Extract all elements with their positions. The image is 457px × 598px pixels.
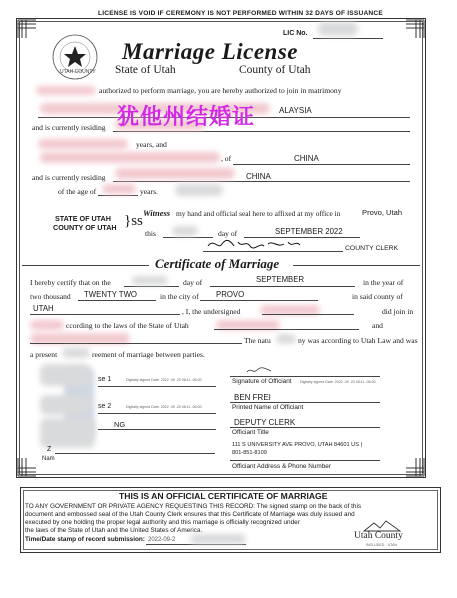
cert-day-of: day of (183, 278, 203, 287)
official-line-3: executed by one holding the proper legal authority and this marriage is officially recognized under (25, 519, 300, 526)
county-clerk-label: COUNTY CLERK (345, 245, 399, 252)
address-line (55, 453, 215, 454)
utah-county-logo-text: Utah County (354, 531, 403, 541)
redaction (62, 348, 90, 358)
nam-label: Nam (42, 456, 55, 462)
lic-no-line (313, 38, 383, 39)
printed-name-label: Printed Name of Officiant (232, 404, 304, 411)
witness-2-line (98, 413, 216, 414)
officiant-signature-label: Signature of Officiant (232, 378, 292, 385)
witness-1-digital: Digitally signed Date: 2022 .09 .20 08:11 -06:00 (126, 378, 202, 382)
residing-line-2 (113, 181, 410, 182)
certificate-title: Certificate of Marriage (155, 256, 280, 271)
clerk-signature (204, 236, 304, 252)
party-line (30, 343, 242, 344)
officiant-sign-line (230, 376, 380, 377)
ss-brace: }ss (124, 213, 143, 229)
officiant-phone: 801-851-8109 (232, 450, 267, 456)
redaction (175, 184, 223, 196)
county-of-utah-label: COUNTY OF UTAH (53, 223, 117, 232)
corner-ornament-br (404, 456, 426, 478)
void-notice: LICENSE IS VOID IF CEREMONY IS NOT PERFORMED WITHIN 32 DAYS OF ISSUANCE (98, 10, 383, 17)
official-line-4: the laws of the State of Utah and the United States of America. (25, 527, 203, 534)
officiant-title: DEPUTY CLERK (234, 418, 296, 427)
official-line-1: TO ANY GOVERNMENT OR PRIVATE AGENCY REQUESTING THIS RECORD: The signed stamp on the back of this (25, 503, 362, 510)
year-words-line (78, 300, 156, 301)
city-value: PROVO (216, 290, 245, 299)
seal-text: UTAH COUNTY (60, 69, 96, 75)
years-and-label: years, and (136, 140, 167, 149)
cert-rule-right (293, 265, 420, 266)
witness-text: my hand and official seal here to affixed at my office in (176, 209, 341, 218)
residing-label-1: and is currently residing (32, 123, 106, 132)
of-label: , of (221, 154, 232, 163)
redaction (318, 22, 358, 36)
witness-month-year: SEPTEMBER 2022 (275, 227, 343, 236)
witness-1-line (98, 386, 216, 387)
officiant-name: BEN FREI (234, 393, 271, 402)
corner-ornament-bl (16, 456, 38, 478)
utah-county-logo-sub: INCLUDED · UTAH (366, 543, 398, 547)
two-thousand-label: two thousand (30, 292, 71, 301)
officiant-title-line (230, 427, 380, 428)
in-year-of-label: in the year of (363, 278, 404, 287)
redaction (190, 534, 246, 544)
witness-1-label: se 1 (98, 376, 112, 383)
timestamp-line (146, 544, 246, 545)
cert-rule-left (22, 265, 149, 266)
year-words: TWENTY TWO (84, 290, 137, 299)
redaction (36, 86, 96, 95)
county-value: UTAH (33, 304, 54, 313)
officiant-title-label: Officiant Title (232, 429, 269, 436)
cert-month-line (210, 286, 355, 287)
bride-country: CHINA (294, 154, 319, 163)
witness-2-label: se 2 (98, 403, 112, 410)
and-label: and (372, 321, 383, 330)
redaction (40, 395, 90, 415)
county-line (30, 314, 180, 315)
witness-word: Witness (143, 208, 171, 218)
bride-country-2: CHINA (246, 172, 271, 181)
lic-no-label: LIC No. (283, 30, 308, 37)
official-line-2: document and embossed seal of the Utah County Clerk ensures that this Certificate of Marriage was duly issued and (25, 511, 355, 518)
official-heading: THIS IS AN OFFICIAL CERTIFICATE OF MARRIAGE (119, 491, 328, 501)
corner-ornament-tr (404, 18, 426, 40)
state-label: State of Utah (115, 64, 176, 76)
years-label: years. (140, 187, 158, 196)
according-label: ccording to the laws of the State of Utah (66, 321, 189, 330)
redaction (102, 184, 136, 194)
age-line (98, 195, 138, 196)
city-line (200, 300, 318, 301)
witness-place: Provo, Utah (362, 208, 403, 217)
timestamp-label: Time/Date stamp of record submission: (25, 536, 145, 543)
this-label: this (145, 229, 156, 238)
witness-2-digital: Digitally signed Date: 2022 .09 .20 08:11 -06:00 (126, 405, 202, 409)
residing-line-1 (113, 131, 410, 132)
presence-label: a present (30, 350, 58, 359)
cert-month: SEPTEMBER (256, 275, 305, 284)
license-title: Marriage License (122, 39, 299, 64)
z-label: Z (47, 446, 52, 453)
chinese-overlay-title: 犹他州结婚证 (117, 105, 256, 130)
state-of-utah-label: STATE OF UTAH (55, 214, 111, 223)
timestamp-value: 2022-09-2 (148, 537, 176, 543)
officiant-address-line (230, 460, 380, 461)
witness-name-line (98, 429, 216, 430)
redaction (115, 168, 235, 179)
redaction (132, 276, 168, 285)
redaction (40, 152, 220, 163)
corner-ornament-tl (16, 18, 38, 40)
residing-label-2: and is currently residing (32, 173, 106, 182)
bride-line (233, 164, 410, 165)
authorized-text: authorized to perform marriage, you are hereby authorized to join in matrimony (99, 86, 342, 95)
officiant-signature (245, 365, 275, 375)
redaction (30, 320, 64, 330)
did-join-label: did join in (382, 307, 414, 316)
redaction (40, 364, 90, 386)
officiant-name-line (230, 402, 380, 403)
age-label: of the age of (58, 187, 97, 196)
according-line (214, 329, 359, 330)
ng-text: NG (114, 420, 126, 429)
cert-day-line (124, 286, 179, 287)
in-said-county-label: in said county of (352, 292, 403, 301)
in-city-of-label: in the city of (160, 292, 199, 301)
redaction (172, 226, 198, 236)
officiant-digital: Digitally signed Date: 2022 .09 .20 08:11 -06:00 (300, 380, 376, 384)
undersigned-line (262, 314, 354, 315)
undersigned-label: , I, the undersigned (182, 307, 241, 316)
agreement-label: reement of marriage between parties. (92, 350, 205, 359)
county-label: County of Utah (239, 64, 311, 76)
redaction (276, 334, 296, 344)
nature-tail: ny was according to Utah Law and was (298, 336, 418, 345)
redaction (40, 418, 95, 448)
redaction (38, 139, 128, 149)
officiant-address: 111 S UNIVERSITY AVE PROVO, UTAH 84601 US | (232, 442, 362, 448)
clerk-sign-line (203, 251, 343, 252)
nature-label: The natu (244, 336, 271, 345)
certify-label: I hereby certify that on the (30, 278, 111, 287)
groom-country: ALAYSIA (279, 106, 312, 115)
address-phone-label: Officiant Address & Phone Number (232, 463, 331, 470)
day-of-label: day of (218, 229, 238, 238)
